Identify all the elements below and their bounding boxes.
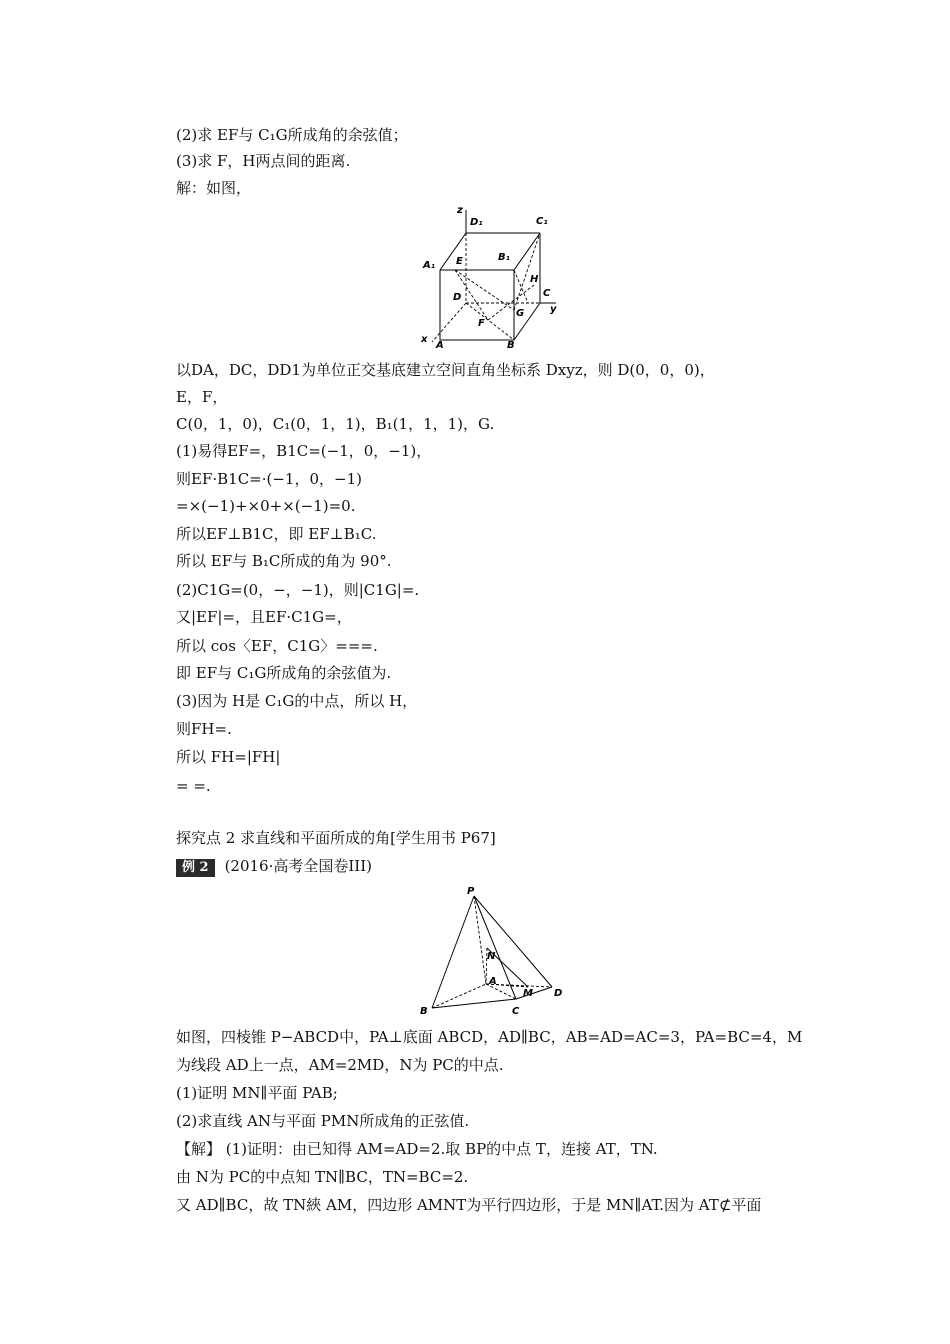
example-badge: 例 2 xyxy=(176,859,215,877)
l14: 所以 cos〈EF，C1G〉===. xyxy=(176,637,378,655)
label-N: N xyxy=(487,951,496,962)
label-H: H xyxy=(530,274,539,285)
l11: 所以 EF与 B₁C所成的角为 90°. xyxy=(176,552,392,570)
label-A1: A₁ xyxy=(423,260,436,271)
l19: = =. xyxy=(176,777,211,795)
label-C: C xyxy=(512,1006,520,1017)
l15: 即 EF与 C₁G所成角的余弦值为. xyxy=(176,664,392,682)
label-A: A xyxy=(489,976,497,987)
l8: 则EF·B1C=·(−1，0，−1) xyxy=(176,470,362,488)
cube-figure xyxy=(418,202,568,350)
l9: =×(−1)+×0+×(−1)=0. xyxy=(176,497,356,515)
label-y: y xyxy=(550,304,557,315)
l18: 所以 FH=|FH| xyxy=(176,748,281,766)
l7: (1)易得EF=，B1C=(−1，0，−1)， xyxy=(176,442,432,460)
l25: (2)求直线 AN与平面 PMN所成角的正弦值. xyxy=(176,1112,470,1130)
pyramid-figure xyxy=(412,884,572,1020)
l23: 为线段 AD上一点，AM=2MD，N为 PC的中点. xyxy=(176,1056,504,1074)
l1: (2)求 EF与 C₁G所成角的余弦值； xyxy=(176,126,408,144)
l3: 解：如图， xyxy=(176,179,252,197)
l22: 如图，四棱锥 P−ABCD中，PA⊥底面 ABCD，AD∥BC，AB=AD=AC=3，PA=BC=4，M xyxy=(176,1028,803,1046)
label-C: C xyxy=(543,288,551,299)
l27: 由 N为 PC的中点知 TN∥BC，TN=BC=2. xyxy=(176,1168,469,1186)
label-z: z xyxy=(457,205,463,216)
l16: (3)因为 H是 C₁G的中点，所以 H， xyxy=(176,692,418,710)
l17: 则FH=. xyxy=(176,720,232,738)
label-B: B xyxy=(420,1006,428,1017)
l6: C(0，1，0)，C₁(0，1，1)，B₁(1，1，1)，G. xyxy=(176,415,495,433)
label-x: x xyxy=(421,334,428,345)
label-F: F xyxy=(478,318,485,329)
l5: E，F， xyxy=(176,388,228,406)
label-E: E xyxy=(456,256,463,267)
example-line xyxy=(176,856,372,877)
l13: 又|EF|=，且EF·C1G=， xyxy=(176,608,352,626)
l2: (3)求 F，H两点间的距离. xyxy=(176,152,351,170)
l24: (1)证明 MN∥平面 PAB; xyxy=(176,1084,338,1102)
label-D: D xyxy=(453,292,462,303)
l12: (2)C1G=(0，−，−1)，则|C1G|=. xyxy=(176,581,420,599)
label-M: M xyxy=(523,988,533,999)
l10: 所以EF⊥B1C，即 EF⊥B₁C. xyxy=(176,525,377,543)
label-D1: D₁ xyxy=(470,217,483,228)
l4: 以DA，DC，DD1为单位正交基底建立空间直角坐标系 Dxyz，则 D(0，0，0)， xyxy=(176,361,715,379)
l28: 又 AD∥BC，故 TN綊 AM，四边形 AMNT为平行四边形，于是 MN∥AT.因为 AT⊄平面 xyxy=(176,1196,762,1214)
label-P: P xyxy=(467,886,475,897)
l26: 【解】 (1)证明：由已知得 AM=AD=2.取 BP的中点 T，连接 AT，TN. xyxy=(176,1140,658,1158)
example-source: (2016·高考全国卷III) xyxy=(224,857,373,875)
label-D: D xyxy=(554,988,563,999)
label-A: A xyxy=(436,340,444,350)
label-G: G xyxy=(516,308,525,319)
label-C1: C₁ xyxy=(536,216,548,227)
section-heading: 探究点 2 求直线和平面所成的角[学生用书 P67] xyxy=(176,829,496,847)
label-B: B xyxy=(507,340,515,350)
label-B1: B₁ xyxy=(498,252,511,263)
